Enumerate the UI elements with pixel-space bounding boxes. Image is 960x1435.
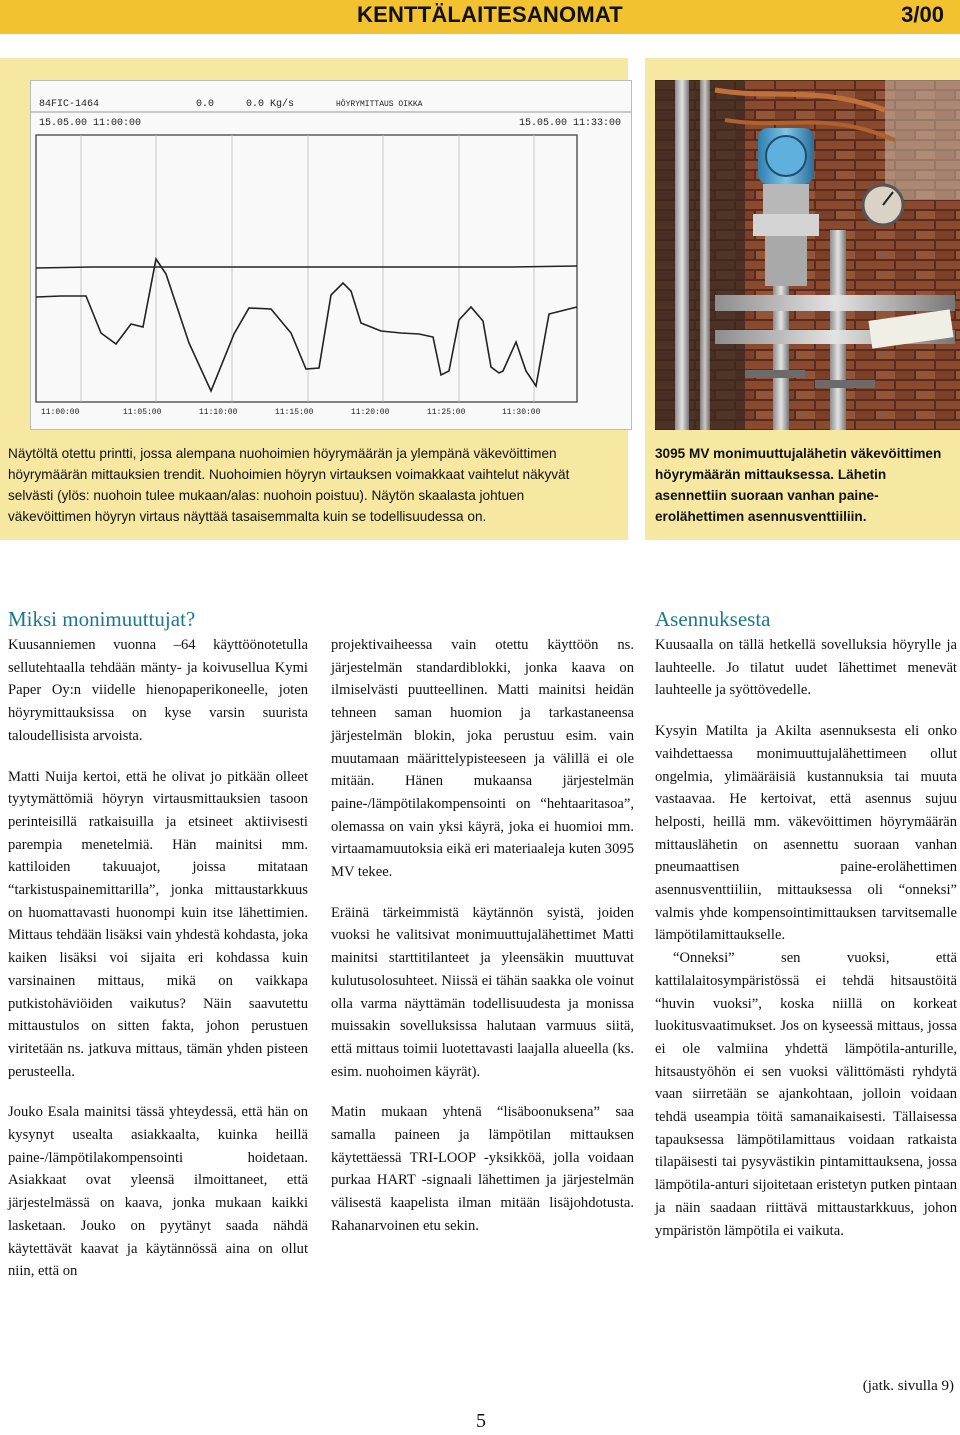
- page-number: 5: [476, 1410, 486, 1432]
- transmitter-illustration: [655, 80, 960, 430]
- x-tick-label: 11:20:00: [351, 408, 390, 417]
- publication-title: KENTTÄLAITESANOMAT: [357, 2, 623, 27]
- paragraph: Eräinä tärkeimmistä käytännön syistä, joiden vuoksi he valitsivat monimuuttujalähettimet Matti mainitsi starttitilanteet ja yleensäkin muuttuvat kulutusolosuhteet. Niissä ei tähän saakka ole voinut olla varma näyttämän todellisuudesta ja monissa muissakin sovelluksissa halutaan varmuus siitä, että mittaus toimii luotettavasti laajalla alueella (ks. esim. nuohoimen käyrät).: [331, 904, 634, 1080]
- x-tick-label: 11:25:00: [427, 408, 466, 417]
- x-tick-label: 11:00:00: [41, 408, 80, 417]
- continued-note: (jatk. sivulla 9): [862, 1378, 954, 1394]
- trend-date-end: 15.05.00 11:33:00: [519, 118, 622, 129]
- page-header: [0, 0, 960, 34]
- article-column-3: [655, 634, 957, 1260]
- trend-value-1: 0.0: [196, 99, 215, 110]
- paragraph: Kuusaalla on tällä hetkellä sovelluksia höyrylle ja lauhteelle. Jo tilatut uudet lähettimet menevät lauhteelle ja syöttövedelle.: [655, 637, 957, 699]
- trend-chart: [31, 81, 631, 429]
- paragraph: Kysyin Matilta ja Akilta asennuksesta eli onko vaihdettaessa monimuuttujalähettimeen ollut ongelmia, ylimääräisiä kustannuksia tai muuta vastaavaa. He kertoivat, että asennus sujuu helposti, heillä mm. väkevöittimen höyrymäärän mittauslähetin on asennettu suoraan vanhan pneumaattisen paine-erolähettimen asennusventtiiliin, mittauksessa oli “onneksi” valmis yhde kompensointimittauksen tarvitsemalle lämpötilamittaukselle.: [655, 723, 957, 944]
- figure-left-caption: Näytöltä otettu printti, jossa alempana nuohoimien höyrymäärän ja ylempänä väkevöittimen höyrymäärän mittauksien trendit. Nuohoimien höyryn virtauksen voimakkaat vaihtelut näkyvät selvästi (ylös: nuohoin tulee mukaan/alas: nuohoin poistuu). Näytön skaalasta johtuen väkevöittimen höyryn virtaus näyttää tasaisemmalta kuin se todellisuudessa on.: [8, 446, 570, 524]
- trend-printout: [30, 80, 632, 430]
- trend-label: HÖYRYMITTAUS OIKKA: [336, 100, 423, 109]
- paragraph: Matin mukaan yhtenä “lisäboonuksena” saa samalla paineen ja lämpötilan mittauksen käytettäessä TRI-LOOP -yksikköä, jolla voidaan purkaa HART -signaali lähettimen ja järjestelmän välisestä kaapelista ilman mitään lisäjohdotusta. Rahanarvoinen etu sekin.: [331, 1104, 634, 1234]
- trend-date-start: 15.05.00 11:00:00: [39, 118, 142, 129]
- x-tick-label: 11:15:00: [275, 408, 314, 417]
- figure-right-caption: 3095 MV monimuuttujalähetin väkevöittimen höyrymäärän mittauksessa. Lähetin asennettiin suoraan vanhan paine-erolähettimen asennusventtiiliin.: [655, 446, 942, 524]
- paragraph: Jouko Esala mainitsi tässä yhteydessä, että hän on kysynyt usealta asiakkaalta, kuinka heillä paine-/lämpötilakompensointi hoidetaan. Asiakkaat ovat yleensä ilmoittaneet, että järjestelmässä on kaava, jonka mukaan kaikki lasketaan. Jouko on pyytänyt saada nähdä käytettävät kaavat ja käytännössä aina on ollut niin, että on: [8, 1104, 308, 1280]
- paragraph: Kuusanniemen vuonna –64 käyttöönotetulla sellutehtaalla tehdään mänty- ja koivusellua Kymi Paper Oy:n viidelle hienopaperikoneelle, joten höyrymittauksissa on kyse varsin suurista taloudellisista arvoista.: [8, 637, 308, 744]
- x-tick-label: 11:30:00: [502, 408, 541, 417]
- x-tick-label: 11:05:00: [123, 408, 162, 417]
- heading-miksi-monimuuttujat: Miksi monimuuttujat?: [8, 607, 196, 631]
- article-column-2: [331, 634, 634, 1256]
- issue-number: 3/00: [901, 2, 944, 27]
- trend-value-2: 0.0 Kg/s: [246, 99, 295, 110]
- paragraph: projektivaiheessa vain otettu käyttöön ns. järjestelmän standardiblokki, jonka kaava on ilmiselvästi puutteellinen. Matti mainitsi heidän tehneen saman huomion ja tarkastaneensa järjestelmän blokin, joka perustuu esim. vain muutamaan määrittelypisteeseen ja välillä ei ole mitään. Hänen mukaansa järjestelmän paine-/lämpötilakompensointi on “hehtaaritasoa”, olemassa on vain yksi käyrä, joka ei huomioi mm. virtaamamuutoksia eikä eri materiaaleja kuten 3095 MV tekee.: [331, 637, 634, 881]
- paragraph: Matti Nuija kertoi, että he olivat jo pitkään olleet tyytymättömiä höyryn virtausmittauksien tasoon perinteisillä ratkaisuilla ja etsineet aktiivisesti parempia menetelmiä. Hän mainitsi mm. kattiloiden takuuajot, joissa mitataan “tarkistuspainemittarilla”, jonka mittaustarkkuus on huomattavasti huonompi kuin itse lähettimien. Mittaus tehdään lisäksi vain yhdestä kohdasta, joka kaiken lisäksi voi sijaita eri kohdassa kuin varsinainen mittaus, mikä on vaikkapa putkistohäviöiden vaikutus? Näin saavutettu mittaustulos on sitten fakta, johon perustuen viritetään ns. jatkuva mittaus, tämän yhden pisteen perusteella.: [8, 768, 308, 1080]
- paragraph: “Onneksi” sen vuoksi, että kattilalaitosympäristössä ei tehdä hitsaustöitä “huvin vuoksi”, koska niillä on korkeat luokitusvaatimukset. Jos on kyseessä mittaus, jossa ei ole valmiina yhdettä lämpötila-anturille, hitsaustyöhön ei sen vuoksi välittömästi ryhdytä vaan siirretään se ajankohtaan, jolloin voidaan tehdä useampia töitä samanaikaisesti. Tällaisessa tapauksessa lämpötilamittaus voidaan ratkaista tilapäisesti tai pysyvästikin pintamittauksena, jossa lämpötila-anturi sijoitetaan eristetyn putken pintaan ja näin saadaan riittävä mittaustarkkuus, johon ympäristön lämpötila ei vaikuta.: [655, 950, 957, 1239]
- article-column-1: [8, 634, 308, 1301]
- trend-tag: 84FIC-1464: [39, 99, 100, 110]
- x-tick-label: 11:10:00: [199, 408, 238, 417]
- heading-asennuksesta: Asennuksesta: [655, 607, 771, 631]
- transmitter-photo: [655, 80, 960, 430]
